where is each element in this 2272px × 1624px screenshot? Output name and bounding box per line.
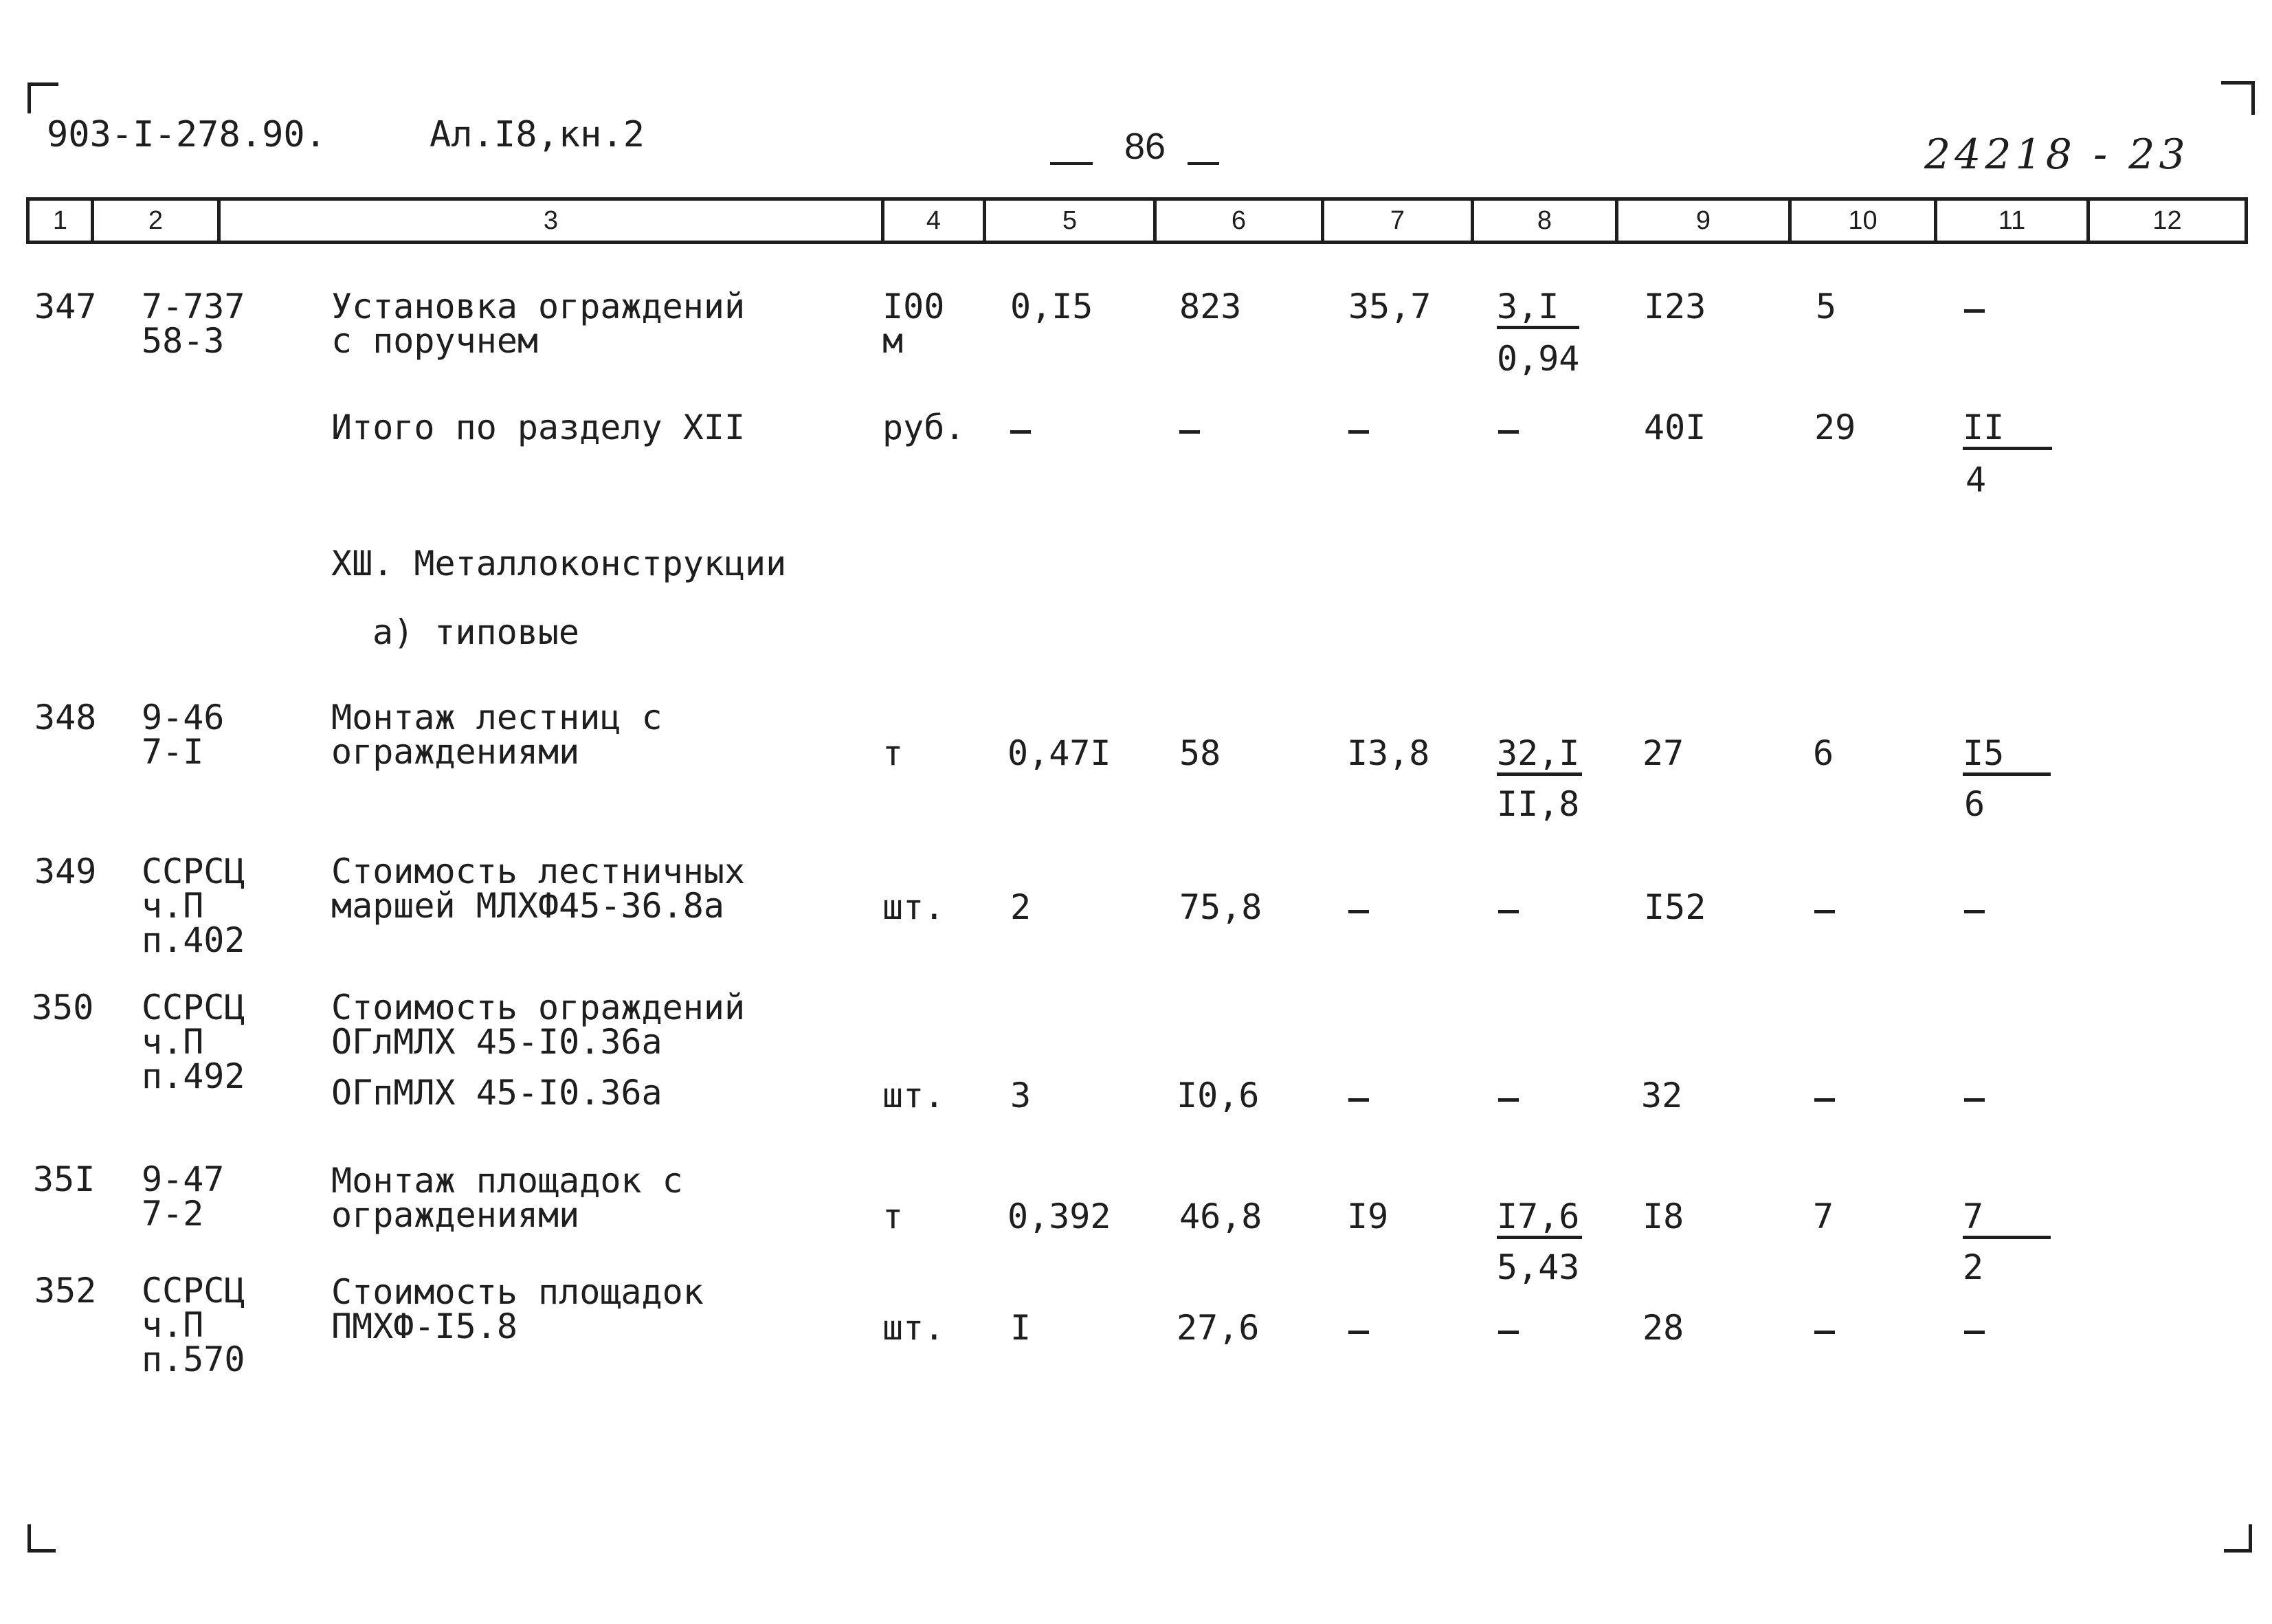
work-name: Стоимость площадок: [331, 1272, 704, 1312]
work-name: ограждениями: [331, 732, 580, 772]
work-name: ограждениями: [331, 1195, 580, 1235]
page-number: 86: [1124, 126, 1166, 167]
norm-code: 9-46: [142, 698, 225, 737]
col11-dash: [1964, 1331, 1985, 1334]
col11-value-bottom: 2: [1963, 1247, 1984, 1287]
norm-code: ч.П: [142, 886, 204, 926]
col10-dash: [1814, 1098, 1835, 1102]
corner-mark-bottom-right: [2224, 1524, 2252, 1553]
norm-code: ССРСЦ: [142, 852, 245, 891]
unit-cost: I0,6: [1177, 1076, 1260, 1115]
unit: руб.: [882, 408, 966, 447]
col11-dash: [1964, 309, 1985, 313]
col8-dash: [1498, 1331, 1519, 1334]
work-name: с поручнем: [331, 321, 539, 361]
col7-dash: [1348, 910, 1369, 913]
quantity: 0,47I: [1007, 733, 1111, 773]
unit: т: [882, 1197, 904, 1236]
corner-mark-top-left: [27, 82, 58, 113]
norm-code: 9-47: [142, 1159, 225, 1199]
col10-dash: [1814, 1331, 1835, 1334]
unit: шт.: [882, 1076, 945, 1115]
col11-value-top: II: [1963, 410, 2052, 450]
row-number: 348: [34, 698, 97, 737]
row-number: 349: [34, 852, 97, 891]
album-reference: Ал.I8,кн.2: [430, 114, 645, 155]
col7-value: I9: [1347, 1197, 1389, 1236]
column-number: 8: [1473, 199, 1617, 243]
unit-cost: 58: [1179, 733, 1221, 773]
col8-value-top: I7,6: [1497, 1199, 1582, 1239]
work-name: Установка ограждений: [331, 287, 746, 326]
quantity: 3: [1010, 1076, 1032, 1115]
page-number-dash-left: [1050, 162, 1093, 165]
col8-value-bottom: II,8: [1497, 784, 1580, 824]
norm-code: п.570: [142, 1339, 245, 1379]
col5-dash: [1010, 430, 1031, 434]
total-cost: 40I: [1644, 408, 1706, 447]
col7-value: I3,8: [1347, 733, 1430, 773]
quantity: 0,392: [1007, 1197, 1111, 1236]
col11-value-top: I5: [1963, 735, 2051, 776]
col7-dash: [1348, 1331, 1369, 1334]
row-number: 347: [34, 287, 97, 326]
total-cost: 28: [1642, 1308, 1684, 1348]
col8-dash: [1498, 1098, 1519, 1102]
work-name: маршей МЛХФ45-36.8а: [331, 886, 724, 926]
unit-cost: 46,8: [1179, 1197, 1262, 1236]
col8-value-top: 32,I: [1497, 735, 1582, 776]
col10-value: 7: [1813, 1197, 1834, 1236]
norm-code: ч.П: [142, 1022, 204, 1062]
stamp-number: 24218 - 23: [1924, 131, 2190, 179]
col8-value-bottom: 0,94: [1497, 339, 1580, 379]
quantity: 2: [1010, 887, 1032, 927]
col11-dash: [1964, 1098, 1985, 1102]
total-cost: 27: [1642, 733, 1684, 773]
col11-value-top: 7: [1963, 1199, 2051, 1239]
work-name: Стоимость ограждений: [331, 988, 746, 1027]
column-number: 11: [1936, 199, 2089, 243]
unit: шт.: [882, 1308, 945, 1348]
total-cost: I8: [1642, 1197, 1684, 1236]
quantity: I: [1010, 1308, 1032, 1348]
column-number-header: [26, 197, 2248, 244]
column-number: 2: [93, 199, 219, 243]
col7-value: 35,7: [1348, 287, 1432, 326]
norm-code: ч.П: [142, 1305, 204, 1345]
column-number: 3: [219, 199, 883, 243]
col11-dash: [1964, 910, 1985, 913]
unit: м: [882, 321, 904, 361]
quantity: 0,I5: [1010, 287, 1093, 326]
col10-value: 29: [1814, 408, 1856, 447]
page-number-dash-right: [1188, 162, 1219, 165]
col11-value-bottom: 4: [1965, 460, 1987, 500]
unit-cost: 27,6: [1177, 1308, 1260, 1348]
col10-dash: [1814, 910, 1835, 913]
work-name: Монтаж лестниц с: [331, 698, 662, 737]
norm-code: ССРСЦ: [142, 1271, 245, 1311]
unit-cost: 75,8: [1179, 887, 1262, 927]
unit: шт.: [882, 887, 945, 927]
norm-code: 7-2: [142, 1194, 204, 1234]
unit: I00: [882, 287, 945, 326]
norm-code: ССРСЦ: [142, 988, 245, 1027]
total-cost: 32: [1641, 1076, 1683, 1115]
norm-code: 7-737: [142, 287, 245, 326]
col8-dash: [1498, 910, 1519, 913]
section-title: XШ. Металлоконструкции: [331, 544, 787, 583]
col10-value: 5: [1816, 287, 1837, 326]
column-number: 7: [1323, 199, 1473, 243]
unit-cost: 823: [1179, 287, 1242, 326]
unit: т: [882, 733, 904, 773]
col6-dash: [1179, 430, 1200, 434]
column-number: 4: [883, 199, 985, 243]
col8-dash: [1498, 430, 1519, 434]
row-number: 350: [32, 988, 94, 1027]
work-name: ПМХФ-I5.8: [331, 1306, 517, 1346]
norm-code: 58-3: [142, 321, 225, 361]
col7-dash: [1348, 430, 1369, 434]
column-number: 6: [1155, 199, 1323, 243]
column-number: 9: [1617, 199, 1790, 243]
corner-mark-top-right: [2221, 81, 2255, 115]
row-number: 35I: [33, 1159, 96, 1199]
work-name: ОГпМЛХ 45-I0.36а: [331, 1073, 662, 1113]
total-cost: I23: [1644, 287, 1706, 326]
row-number: 352: [34, 1271, 97, 1311]
section-subtitle: а) типовые: [372, 612, 580, 652]
norm-code: 7-I: [142, 732, 204, 772]
section-total-label: Итого по разделу XII: [331, 408, 746, 447]
column-number: 5: [985, 199, 1155, 243]
work-name: Стоимость лестничных: [331, 852, 746, 891]
column-number: 10: [1790, 199, 1936, 243]
col8-value-bottom: 5,43: [1497, 1247, 1580, 1287]
column-number: 1: [28, 199, 93, 243]
col11-value-bottom: 6: [1964, 784, 1985, 824]
work-name: Монтаж площадок с: [331, 1161, 683, 1201]
work-name: ОГлМЛХ 45-I0.36а: [331, 1022, 662, 1062]
col10-value: 6: [1813, 733, 1834, 773]
corner-mark-bottom-left: [27, 1524, 56, 1553]
total-cost: I52: [1644, 887, 1706, 927]
column-number: 12: [2089, 199, 2247, 243]
norm-code: п.492: [142, 1056, 245, 1096]
col8-value-top: 3,I: [1497, 289, 1579, 329]
col7-dash: [1348, 1098, 1369, 1102]
norm-code: п.402: [142, 920, 245, 960]
document-code: 903-I-278.90.: [47, 114, 326, 155]
